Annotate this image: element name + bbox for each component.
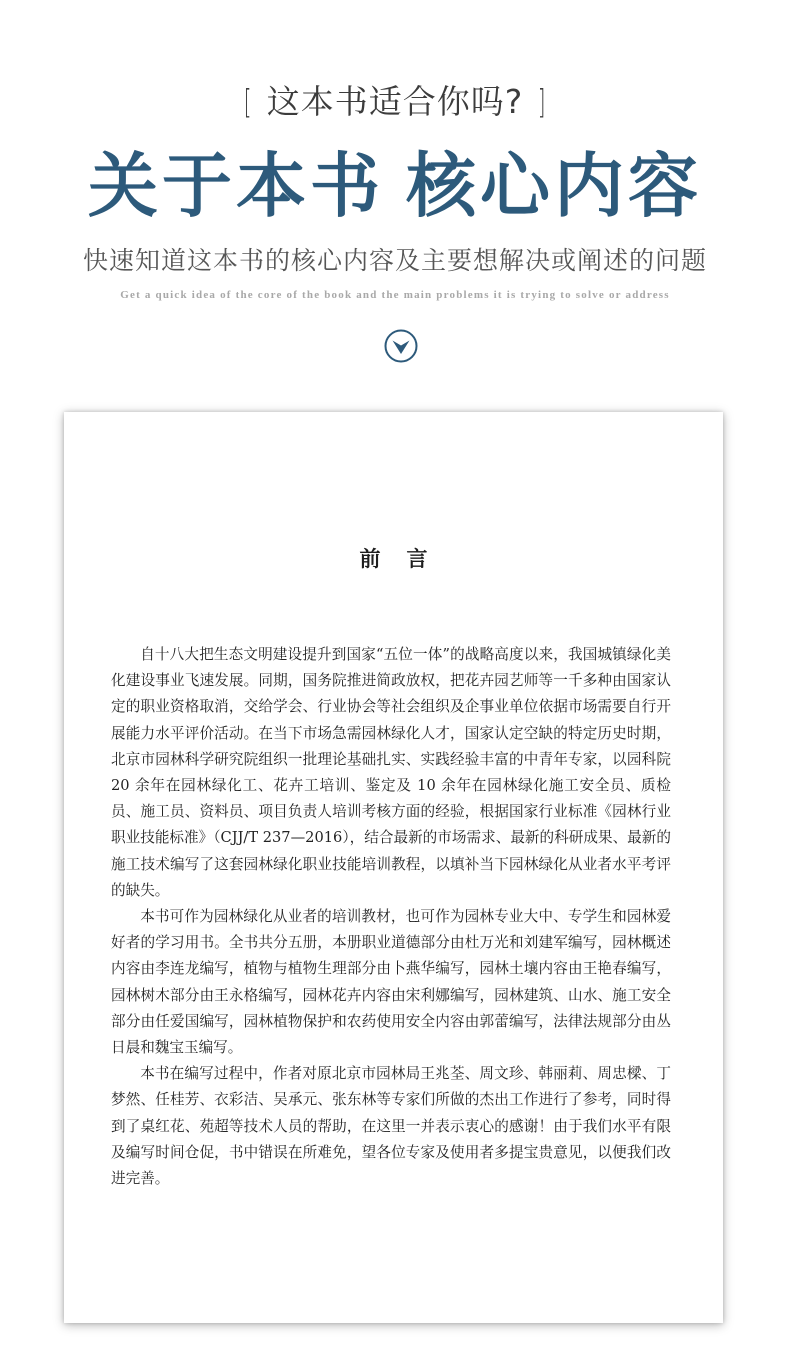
bracket-open: [	[244, 82, 253, 121]
kicker-question	[0, 78, 790, 126]
kicker-text: 这本书适合你吗?	[266, 82, 524, 121]
circle-chevron-down-icon[interactable]	[384, 329, 418, 363]
preface-title-char-1: 前	[359, 547, 381, 571]
preface-paragraph: 本书在编写过程中，作者对原北京市园林局王兆荃、周文珍、韩丽莉、周忠樑、丁梦然、任桂芳、衣彩洁、吴承元、张东林等专家们所做的杰出工作进行了参考，同时得到了桌红花、苑超等技术人员的帮助，在这里一并表示衷心的感谢！由于我们水平有限及编写时间仓促，书中错误在所难免，望各位专家及使用者多提宝贵意见，以便我们改进完善。	[111, 1065, 671, 1188]
bracket-close: ]	[537, 82, 546, 121]
preface-title-char-2: 言	[406, 547, 428, 571]
subtitle-english: Get a quick idea of the core of the book and the main problems it is trying to solve or address	[120, 289, 670, 301]
headline-part-2: 核心内容	[406, 144, 702, 227]
document-page	[64, 412, 723, 1323]
preface-title	[64, 544, 723, 574]
preface-paragraph: 本书可作为园林绿化从业者的培训教材，也可作为园林专业大中、专学生和园林爱好者的学习用书。全书共分五册，本册职业道德部分由杜万光和刘建军编写，园林概述内容由李连龙编写，植物与植物生理部分由卜燕华编写，园林土壤内容由王艳春编写，园林树木部分由王永格编写，园林花卉内容由宋利娜编写，园林建筑、山水、施工安全部分由任爱国编写，园林植物保护和农药使用安全内容由郭蕾编写，法律法规部分由丛日晨和魏宝玉编写。	[111, 908, 671, 1057]
intro-header	[0, 0, 790, 400]
subtitle-chinese: 快速知道这本书的核心内容及主要想解决或阐述的问题	[82, 246, 707, 275]
preface-paragraph: 自十八大把生态文明建设提升到国家“五位一体”的战略高度以来，我国城镇绿化美化建设事业飞速发展。同期，国务院推进简政放权，把花卉园艺师等一千多种由国家认定的职业资格取消，交给学会、行业协会等社会组织及企事业单位依据市场需要自行开展能力水平评价活动。在当下市场急需园林绿化人才，国家认定空缺的特定历史时期，北京市园林科学研究院组织一批理论基础扎实、实践经验丰富的中青年专家，以园科院 20 余年在园林绿化工、花卉工培训、鉴定及 10 余年在园林绿化施工安全员、质检员、施工员、资料员、项目负责人培训考核方面的经验，根据国家行业标准《园林行业职业技能标准》（CJJ/T 237—2016），结合最新的市场需求、最新的科研成果、最新的施工技术编写了这套园林绿化职业技能培训教程，以填补当下园林绿化从业者水平考评的缺失。	[111, 646, 671, 899]
headline-part-1: 关于本书	[88, 144, 384, 227]
preface-body	[111, 642, 671, 1192]
headline	[0, 140, 790, 232]
